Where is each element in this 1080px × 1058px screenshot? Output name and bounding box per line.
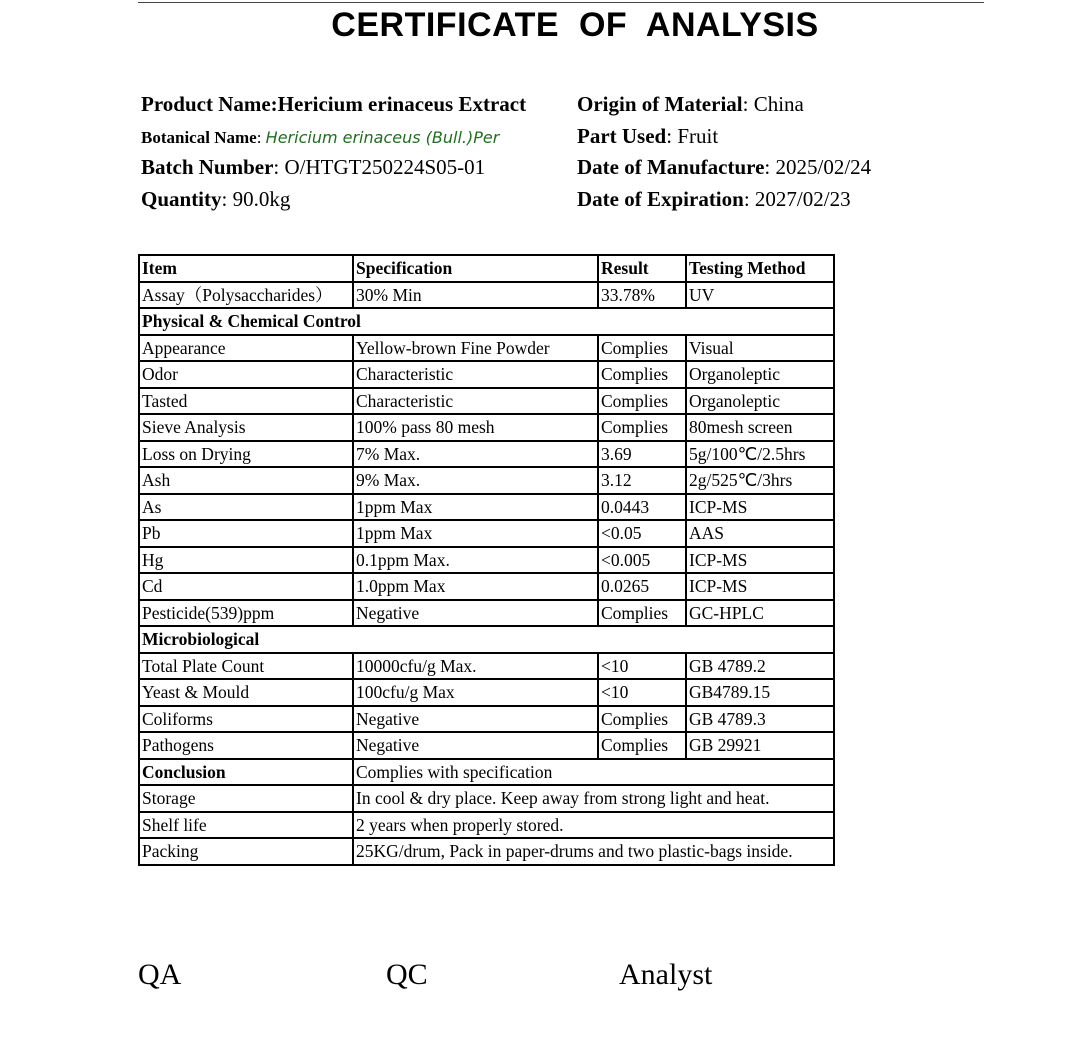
header-specification: Specification bbox=[353, 255, 598, 282]
cell-result: Complies bbox=[598, 414, 686, 441]
cell-item: Conclusion bbox=[139, 759, 353, 786]
cell-specification: 100% pass 80 mesh bbox=[353, 414, 598, 441]
expiration-date-label: Date of Expiration bbox=[577, 187, 744, 211]
cell-result: Complies bbox=[598, 361, 686, 388]
cell-result: Complies bbox=[598, 706, 686, 733]
cell-method: GB 4789.2 bbox=[686, 653, 834, 680]
cell-item: Yeast & Mould bbox=[139, 679, 353, 706]
part-used-label: Part Used bbox=[577, 124, 667, 148]
analysis-table bbox=[138, 254, 835, 866]
table-row bbox=[139, 785, 834, 812]
cell-method: 2g/525℃/3hrs bbox=[686, 467, 834, 494]
quantity-value: 90.0kg bbox=[232, 187, 291, 211]
section-title-micro: Microbiological bbox=[139, 626, 834, 653]
cell-specification: Characteristic bbox=[353, 361, 598, 388]
cell-specification: 1ppm Max bbox=[353, 520, 598, 547]
header-result: Result bbox=[598, 255, 686, 282]
cell-description: 2 years when properly stored. bbox=[353, 812, 834, 839]
cell-result: 3.69 bbox=[598, 441, 686, 468]
cell-result: <10 bbox=[598, 679, 686, 706]
botanical-name-line: Botanical Name: Hericium erinaceus (Bull.)Per bbox=[141, 128, 500, 147]
cell-specification: 1.0ppm Max bbox=[353, 573, 598, 600]
header-item: Item bbox=[139, 255, 353, 282]
product-name-value: Hericium erinaceus Extract bbox=[277, 92, 527, 116]
cell-item: Shelf life bbox=[139, 812, 353, 839]
cell-item: Total Plate Count bbox=[139, 653, 353, 680]
section-row-micro bbox=[139, 626, 834, 653]
batch-number-line: Batch Number: O/HTGT250224S05-01 bbox=[141, 155, 486, 179]
table-row bbox=[139, 706, 834, 733]
table-row bbox=[139, 441, 834, 468]
table-row bbox=[139, 653, 834, 680]
cell-item: Ash bbox=[139, 467, 353, 494]
cell-specification: 1ppm Max bbox=[353, 494, 598, 521]
cell-method: Organoleptic bbox=[686, 388, 834, 415]
manufacture-date-line: Date of Manufacture: 2025/02/24 bbox=[577, 155, 872, 179]
cell-item: Hg bbox=[139, 547, 353, 574]
cell-result: 0.0265 bbox=[598, 573, 686, 600]
table-row bbox=[139, 361, 834, 388]
cell-method: ICP-MS bbox=[686, 494, 834, 521]
cell-item: Pesticide(539)ppm bbox=[139, 600, 353, 627]
quantity-line: Quantity: 90.0kg bbox=[141, 187, 291, 211]
batch-number-value: O/HTGT250224S05-01 bbox=[284, 155, 486, 179]
signature-analyst: Analyst bbox=[619, 958, 713, 991]
product-name-line: Product Name:Hericium erinaceus Extract bbox=[141, 92, 527, 116]
cell-result: <0.005 bbox=[598, 547, 686, 574]
cell-specification: Yellow-brown Fine Powder bbox=[353, 335, 598, 362]
cell-item: Tasted bbox=[139, 388, 353, 415]
cell-description: In cool & dry place. Keep away from strong light and heat. bbox=[353, 785, 834, 812]
table-row bbox=[139, 494, 834, 521]
document-title: CERTIFICATE OF ANALYSIS bbox=[331, 6, 819, 44]
cell-method: GB4789.15 bbox=[686, 679, 834, 706]
cell-item: Storage bbox=[139, 785, 353, 812]
part-used-line: Part Used: Fruit bbox=[577, 124, 719, 148]
part-used-value: Fruit bbox=[677, 124, 719, 148]
table-row bbox=[139, 600, 834, 627]
header-testing-method: Testing Method bbox=[686, 255, 834, 282]
cell-item: Pb bbox=[139, 520, 353, 547]
table-row bbox=[139, 812, 834, 839]
manufacture-date-label: Date of Manufacture bbox=[577, 155, 765, 179]
cell-method: ICP-MS bbox=[686, 573, 834, 600]
botanical-name-label: Botanical Name bbox=[141, 128, 257, 147]
cell-item: Sieve Analysis bbox=[139, 414, 353, 441]
batch-number-label: Batch Number bbox=[141, 155, 274, 179]
cell-result: <10 bbox=[598, 653, 686, 680]
expiration-date-value: 2027/02/23 bbox=[754, 187, 851, 211]
manufacture-date-value: 2025/02/24 bbox=[775, 155, 872, 179]
cell-item: Loss on Drying bbox=[139, 441, 353, 468]
cell-item: Appearance bbox=[139, 335, 353, 362]
signature-qa: QA bbox=[138, 958, 182, 991]
cell-method: GB 29921 bbox=[686, 732, 834, 759]
table-row bbox=[139, 838, 834, 865]
cell-specification: 7% Max. bbox=[353, 441, 598, 468]
cell-method: Organoleptic bbox=[686, 361, 834, 388]
cell-method: ICP-MS bbox=[686, 547, 834, 574]
table-row bbox=[139, 388, 834, 415]
cell-method: 80mesh screen bbox=[686, 414, 834, 441]
cell-result: Complies bbox=[598, 388, 686, 415]
assay-row bbox=[139, 282, 834, 309]
origin-line: Origin of Material: China bbox=[577, 92, 804, 116]
cell-result: Complies bbox=[598, 335, 686, 362]
top-rule bbox=[138, 2, 984, 3]
assay-method: UV bbox=[686, 282, 834, 309]
cell-specification: 0.1ppm Max. bbox=[353, 547, 598, 574]
cell-item: Cd bbox=[139, 573, 353, 600]
signature-qc: QC bbox=[386, 958, 428, 991]
cell-item: Packing bbox=[139, 838, 353, 865]
cell-item: Pathogens bbox=[139, 732, 353, 759]
assay-item: Assay（Polysaccharides） bbox=[139, 282, 353, 309]
cell-specification: 9% Max. bbox=[353, 467, 598, 494]
table-row bbox=[139, 732, 834, 759]
cell-item: Odor bbox=[139, 361, 353, 388]
cell-item: As bbox=[139, 494, 353, 521]
table-row bbox=[139, 414, 834, 441]
cell-result: 3.12 bbox=[598, 467, 686, 494]
cell-specification: 10000cfu/g Max. bbox=[353, 653, 598, 680]
cell-method: GC-HPLC bbox=[686, 600, 834, 627]
table-row bbox=[139, 520, 834, 547]
table-row bbox=[139, 335, 834, 362]
cell-item: Coliforms bbox=[139, 706, 353, 733]
cell-specification: Characteristic bbox=[353, 388, 598, 415]
cell-specification: 100cfu/g Max bbox=[353, 679, 598, 706]
cell-specification: Negative bbox=[353, 732, 598, 759]
analysis-table-body bbox=[139, 255, 834, 865]
cell-method: Visual bbox=[686, 335, 834, 362]
cell-specification: Negative bbox=[353, 706, 598, 733]
cell-result: 0.0443 bbox=[598, 494, 686, 521]
table-row bbox=[139, 679, 834, 706]
table-row bbox=[139, 547, 834, 574]
quantity-label: Quantity bbox=[141, 187, 222, 211]
expiration-date-line: Date of Expiration: 2027/02/23 bbox=[577, 187, 851, 211]
cell-description: Complies with specification bbox=[353, 759, 834, 786]
assay-specification: 30% Min bbox=[353, 282, 598, 309]
table-row bbox=[139, 467, 834, 494]
section-title-physical: Physical & Chemical Control bbox=[139, 308, 834, 335]
cell-description: 25KG/drum, Pack in paper-drums and two plastic-bags inside. bbox=[353, 838, 834, 865]
product-name-label: Product Name bbox=[141, 92, 271, 116]
cell-result: Complies bbox=[598, 600, 686, 627]
cell-method: GB 4789.3 bbox=[686, 706, 834, 733]
origin-label: Origin of Material bbox=[577, 92, 743, 116]
assay-result: 33.78% bbox=[598, 282, 686, 309]
cell-specification: Negative bbox=[353, 600, 598, 627]
table-row bbox=[139, 573, 834, 600]
table-row bbox=[139, 759, 834, 786]
cell-method: 5g/100℃/2.5hrs bbox=[686, 441, 834, 468]
origin-value: China bbox=[753, 92, 804, 116]
cell-result: <0.05 bbox=[598, 520, 686, 547]
table-header-row bbox=[139, 255, 834, 282]
cell-method: AAS bbox=[686, 520, 834, 547]
cell-result: Complies bbox=[598, 732, 686, 759]
botanical-name-value: Hericium erinaceus (Bull.)Per bbox=[265, 128, 500, 147]
section-row-physical bbox=[139, 308, 834, 335]
